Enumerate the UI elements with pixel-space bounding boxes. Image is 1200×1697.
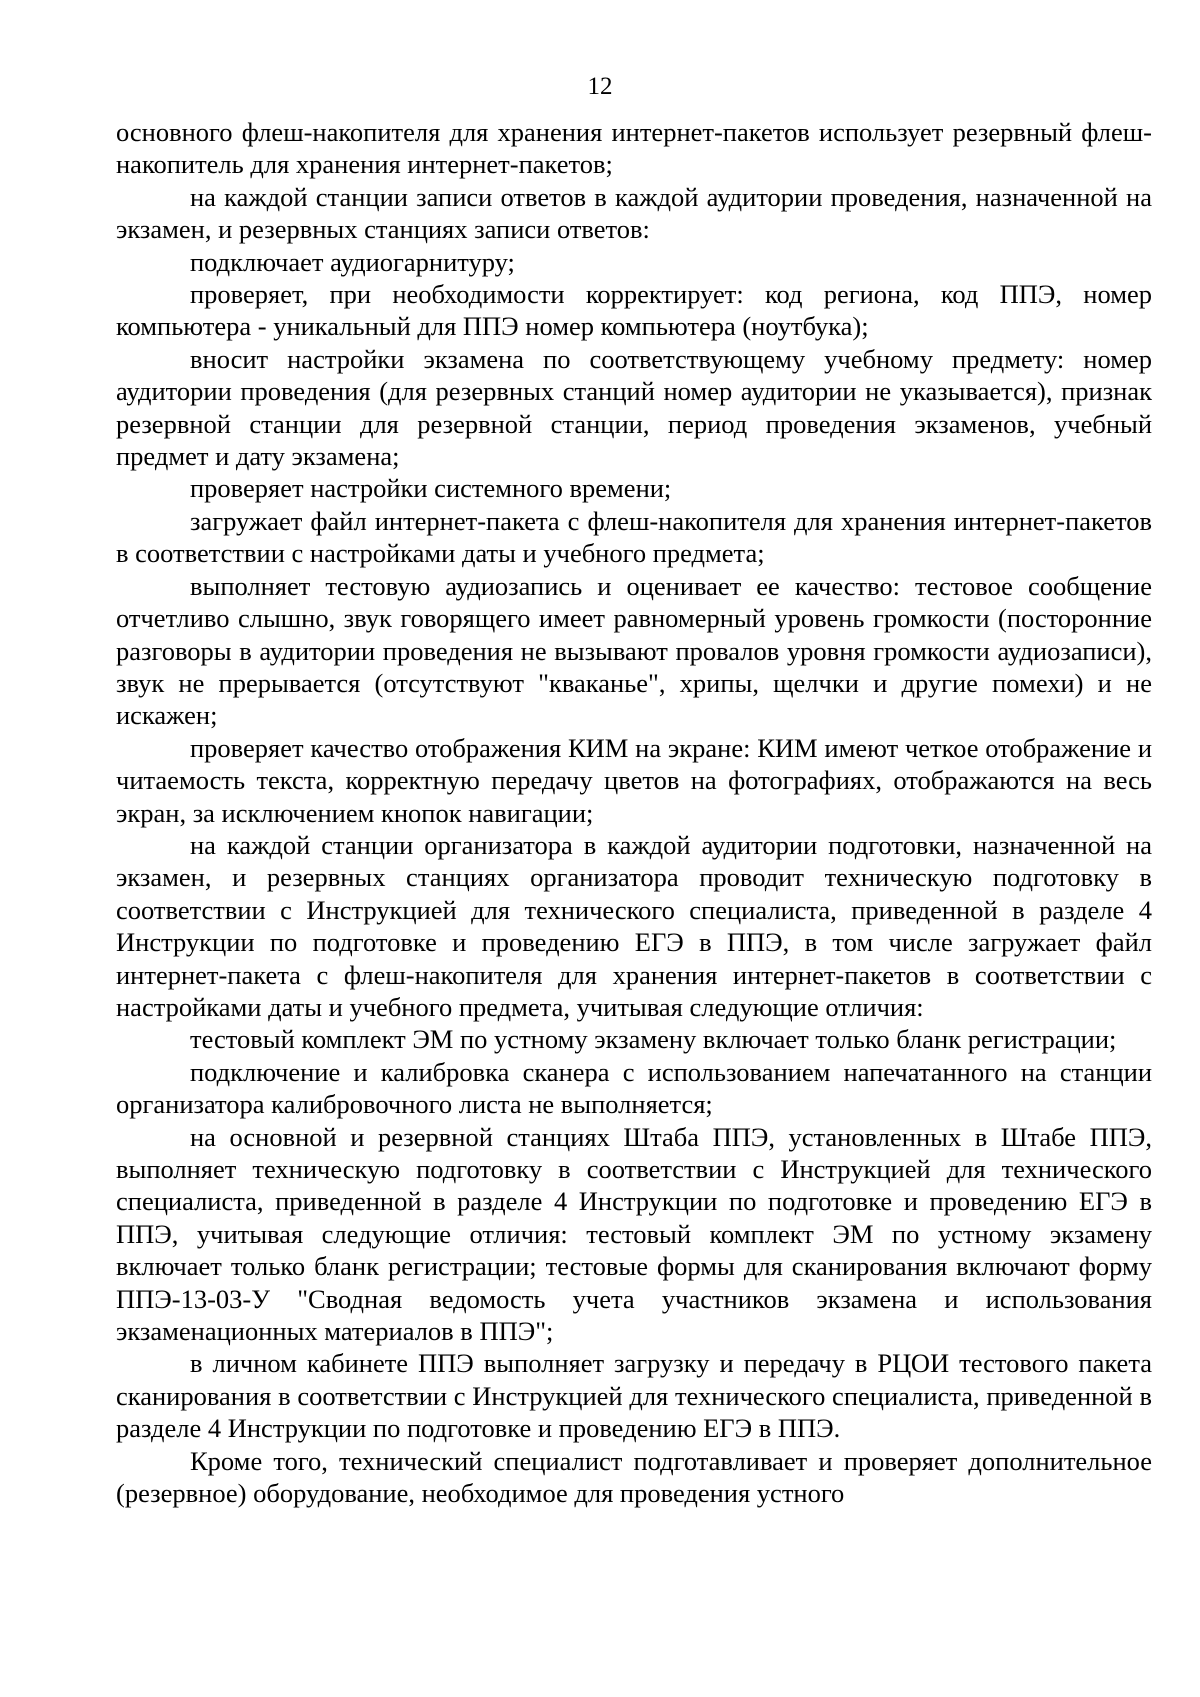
paragraph: проверяет настройки системного времени; — [190, 473, 672, 504]
paragraph: загружает файл интернет-пакета с флеш-накопителя для хранения интернет-пакетов в соответствии с настройками даты и учебного предмета; — [116, 505, 1152, 569]
paragraph: вносит настройки экзамена по соответствующему учебному предмету: номер аудитории проведения (для резервных станций номер аудитории не указывается), признак резервной станции для резервной станции, период проведения экзаменов, учебный предмет и дату экзамена; — [116, 343, 1152, 472]
paragraph: проверяет качество отображения КИМ на экране: КИМ имеют четкое отображение и читаемость текста, корректную передачу цветов на фотографиях, отображаются на весь экран, за исключением кнопок навигации; — [116, 732, 1152, 828]
paragraph: подключение и калибровка сканера с использованием напечатанного на станции организатора калибровочного листа не выполняется; — [116, 1056, 1152, 1120]
paragraph: проверяет, при необходимости корректирует: код региона, код ППЭ, номер компьютера - уникальный для ППЭ номер компьютера (ноутбука); — [116, 279, 1152, 342]
paragraph-continuation: основного флеш-накопителя для хранения интернет-пакетов использует резервный флеш-накопитель для хранения интернет-пакетов; — [116, 117, 1152, 180]
paragraph: на каждой станции записи ответов в каждой аудитории проведения, назначенной на экзамен, и резервных станциях записи ответов: — [116, 181, 1152, 245]
document-body — [116, 116, 1152, 1509]
paragraph: на основной и резервной станциях Штаба ППЭ, установленных в Штабе ППЭ, выполняет техническую подготовку в соответствии с Инструкцией для технического специалиста, приведенной в разделе 4 Инструкции по подготовке и проведению ЕГЭ в ППЭ, учитывая следующие отличия: тестовый комплект ЭМ по устному экзамену включает только бланк регистрации; тестовые формы для сканирования включают форму ППЭ-13-03-У "Сводная ведомость учета участников экзамена и использования экзаменационных материалов в ППЭ"; — [116, 1121, 1152, 1347]
paragraph: Кроме того, технический специалист подготавливает и проверяет дополнительное (резервное) оборудование, необходимое для проведения устного — [116, 1445, 1152, 1509]
paragraph: в личном кабинете ППЭ выполняет загрузку и передачу в РЦОИ тестового пакета сканирования в соответствии с Инструкцией для технического специалиста, приведенной в разделе 4 Инструкции по подготовке и проведению ЕГЭ в ППЭ. — [116, 1348, 1152, 1444]
paragraph: на каждой станции организатора в каждой аудитории подготовки, назначенной на экзамен, и резервных станциях организатора проводит техническую подготовку в соответствии с Инструкцией для технического специалиста, приведенной в разделе 4 Инструкции по подготовке и проведению ЕГЭ в ППЭ, в том числе загружает файл интернет-пакета с флеш-накопителя для хранения интернет-пакетов в соответствии с настройками даты и учебного предмета, учитывая следующие отличия: — [116, 829, 1152, 1022]
paragraph: подключает аудиогарнитуру; — [190, 246, 515, 277]
paragraph: выполняет тестовую аудиозапись и оценивает ее качество: тестовое сообщение отчетливо слышно, звук говорящего имеет равномерный уровень громкости (посторонние разговоры в аудитории проведения не вызывают провалов уровня громкости аудиозаписи), звук не прерывается (отсутствуют "кваканье", хрипы, щелчки и другие помехи) и не искажен; — [116, 570, 1152, 731]
page-number: 12 — [587, 73, 613, 100]
paragraph: тестовый комплект ЭМ по устному экзамену включает только бланк регистрации; — [190, 1024, 1117, 1055]
